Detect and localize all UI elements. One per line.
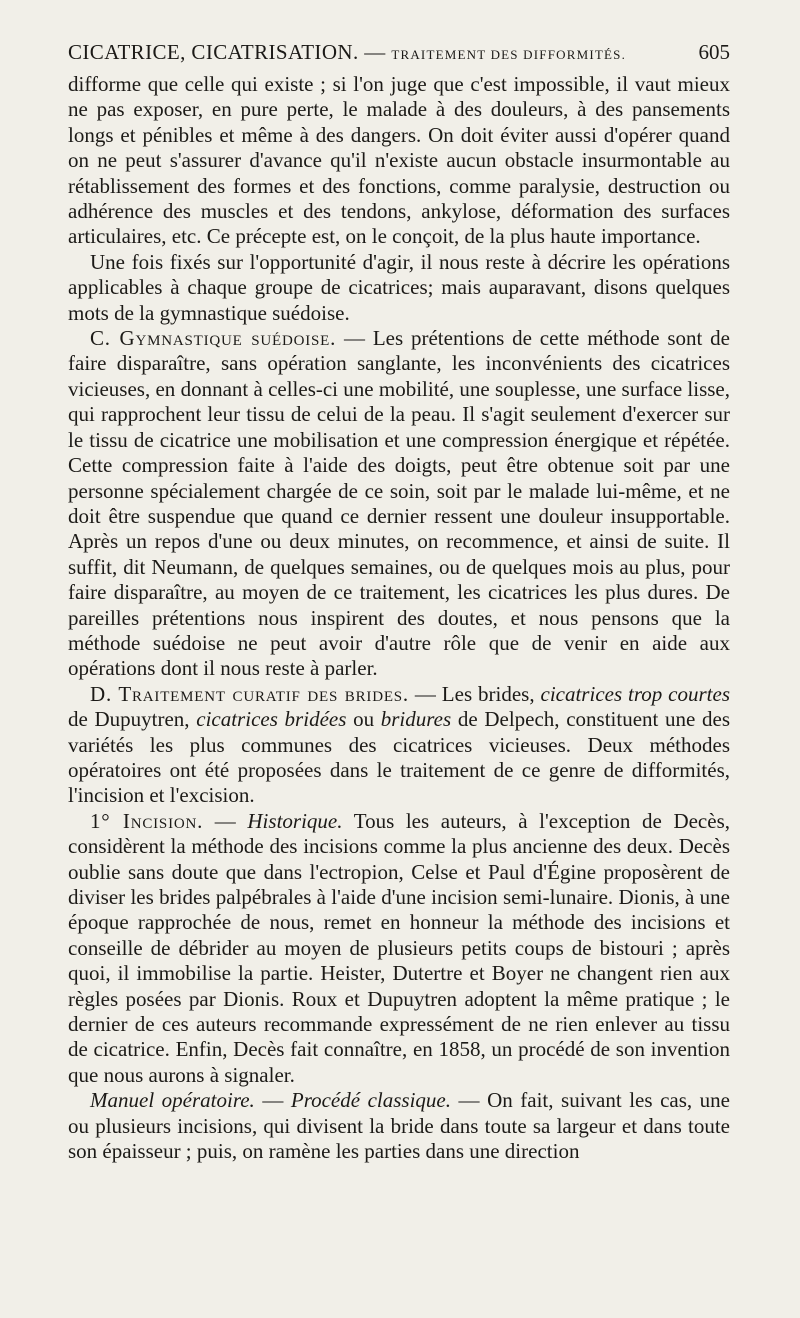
paragraph-gymnastique — [68, 326, 730, 682]
text-run: — — [254, 1088, 291, 1113]
italic-heading-manuel: Manuel opératoire. — [90, 1088, 255, 1113]
paragraph-gymnastique-text: — Les prétentions de cette méthode sont de faire disparaître, sans opération sanglante, les inconvénients des cicatrices vicieuses, en donnant à celles-ci une mobilité, une souplesse, une surface lisse, qui rapprochent leur tissu de celui de la peau. Il s'agit seulement d'exercer sur le tissu de cicatrice une mobilisation et une compression énergique et répétée. Cette compression faite à l'aide des doigts, peut être obtenue soit par une personne spécialement chargée de ce soin, soit par le malade lui-même, et ne doit être suspendue que quand ce dernier ressent une douleur insupportable. Après un repos d'une ou deux minutes, on recommence, et ainsi de suite. Il suffit, dit Neumann, de quelques semaines, ou de quelques mois au plus, pour faire disparaître, au moyen de ce traitement, les cicatrices les plus dures. De pareilles prétentions nous inspirent des doutes, et nous pensons que la méthode suédoise ne peut avoir d'autre rôle que de venir en aide aux opérations dont il nous reste à parler. — [68, 326, 730, 681]
text-run: de Delpech, constituent une des variétés les plus communes des cicatrices vicieuses. Deux méthodes opératoires ont été proposées dans le traitement de ce genre de difformités, l'incision et l'excision. — [68, 707, 731, 808]
section-heading-incision: 1° Incision. — [90, 808, 204, 833]
text-run: ou — [346, 707, 381, 732]
text-run: — Les brides, — [408, 681, 541, 706]
paragraph-manuel — [68, 1088, 730, 1164]
italic-term: cicatrices trop courtes — [540, 681, 730, 706]
header-title: CICATRICE, CICATRISATION. — [68, 40, 359, 64]
text-run: — — [203, 808, 248, 833]
paragraph-incision-text: Tous les auteurs, à l'exception de Decès, considèrent la méthode des incisions comme la plus ancienne des deux. Decès oublie sans doute que dans l'ectropion, Celse et Paul d'Égine proposèrent de diviser les brides palpébrales à l'aide d'une incision semi-lunaire. Dionis, à une époque rapprochée de nous, remet en honneur la méthode des incisions et conseille de débrider au moyen de plusieurs petits coups de bistouri ; après quoi, il immobilise la partie. Heister, Dutertre et Boyer ne changent rien aux règles posées par Dionis. Roux et Dupuytren adoptent la même pratique ; le dernier de ces auteurs recommande expressément de ne rien enlever au tissu de cicatrice. Enfin, Decès fait connaître, en 1858, un procédé de son invention que nous aurons à signaler. — [68, 808, 730, 1087]
section-heading-brides: D. Traitement curatif des brides. — [90, 681, 409, 706]
paragraph-opportunite: Une fois fixés sur l'opportunité d'agir, il nous reste à décrire les opérations applicables à chaque groupe de cicatrices; mais auparavant, disons quelques mots de la gymnastique suédoise. — [68, 249, 730, 325]
italic-heading-procede: Procédé classique. — [290, 1088, 451, 1113]
section-heading-gymnastique: C. Gymnastique suédoise. — [90, 326, 337, 351]
running-header — [68, 40, 730, 74]
page-number: 605 — [698, 40, 730, 64]
header-title-group — [68, 40, 626, 65]
text-run: de Dupuytren, — [68, 707, 197, 732]
header-dash: — — [358, 40, 392, 64]
italic-term: cicatrices bridées — [196, 707, 347, 732]
paragraph-incision — [68, 809, 730, 1088]
paragraph-continuation: difforme que celle qui existe ; si l'on juge que c'est impossible, il vaut mieux ne pas exposer, en pure perte, le malade à des douleurs, à des pansements longs et pénibles et même à des dangers. On doit éviter aussi d'opérer quand on ne peut s'assurer d'avance qu'il n'existe aucun obstacle insurmontable au rétablissement des formes et des fonctions, comme paralysie, destruction ou adhérence des muscles et des tendons, ankylose, déformation des surfaces articulaires, etc. Ce précepte est, on le conçoit, de la plus haute importance. — [68, 72, 730, 249]
header-subtitle: TRAITEMENT DES DIFFORMITÉS. — [391, 47, 627, 62]
italic-term: bridures — [380, 707, 452, 732]
italic-heading-historique: Historique. — [247, 808, 343, 833]
paragraph-manuel-text: — On fait, suivant les cas, une ou plusieurs incisions, qui divisent la bride dans toute sa largeur et dans toute son épaisseur ; puis, on ramène les parties dans une direction — [68, 1088, 730, 1164]
paragraph-brides — [68, 682, 730, 809]
body-text — [68, 72, 730, 1164]
